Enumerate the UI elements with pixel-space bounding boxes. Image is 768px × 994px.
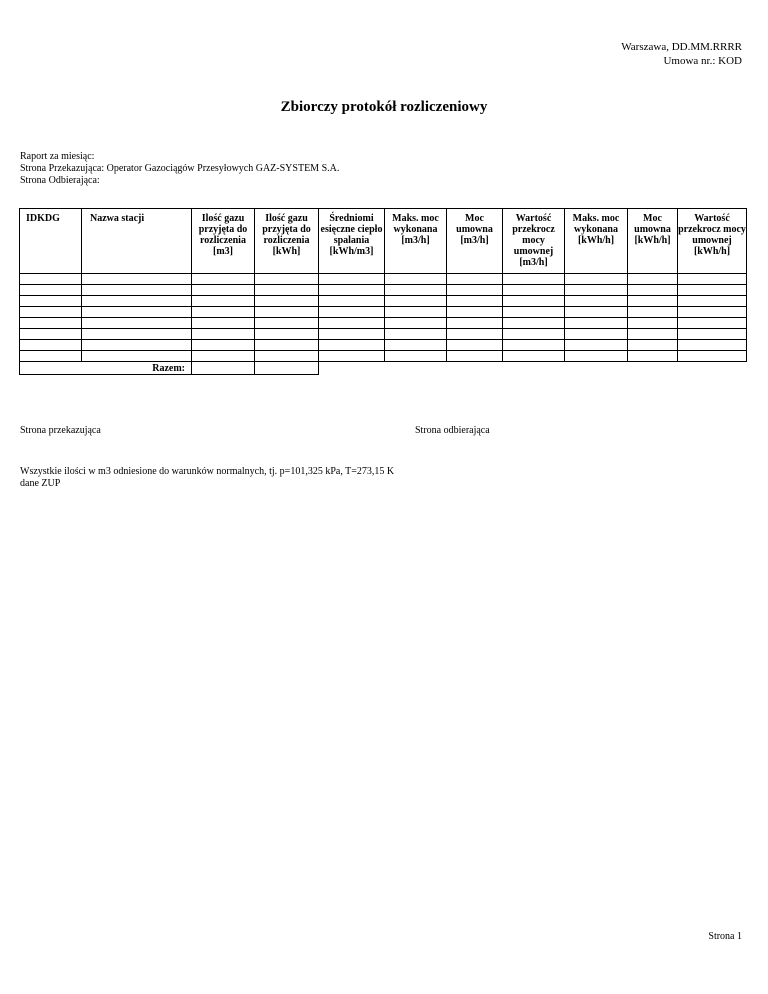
page-title: Zbiorczy protokół rozliczeniowy — [280, 99, 488, 115]
total-row — [20, 362, 747, 375]
place-date: Warszawa, DD.MM.RRRR — [621, 41, 742, 53]
footnote — [20, 466, 394, 490]
total-label: Razem: — [20, 362, 192, 375]
column-header: Wartość przekrocz mocy umownej [m3/h] — [503, 209, 565, 274]
column-header: Moc umowna [kWh/h] — [628, 209, 678, 274]
footnote-source: dane ZUP — [20, 478, 61, 489]
column-header: Maks. moc wykonana [kWh/h] — [565, 209, 628, 274]
table-row — [20, 285, 747, 296]
receiving-signature-label: Strona odbierająca — [415, 425, 490, 436]
column-header: Nazwa stacji — [82, 209, 192, 274]
table-row — [20, 296, 747, 307]
column-header: IDKDG — [20, 209, 82, 274]
transferring-party: Strona Przekazująca: Operator Gazociągów Przesyłowych GAZ-SYSTEM S.A. — [20, 163, 340, 174]
contract-number: Umowa nr.: KOD — [663, 55, 742, 67]
column-header: Średniomi esięczne ciepło spalania [kWh/m3] — [319, 209, 385, 274]
column-header: Wartość przekrocz mocy umownej [kWh/h] — [678, 209, 747, 274]
column-header: Moc umowna [m3/h] — [447, 209, 503, 274]
total-kwh-cell[interactable] — [255, 362, 319, 375]
document-header — [621, 40, 742, 68]
table-row — [20, 307, 747, 318]
table-row — [20, 340, 747, 351]
transferring-signature-label: Strona przekazująca — [20, 425, 101, 436]
page-number: Strona 1 — [708, 931, 742, 942]
footnote-conditions: Wszystkie ilości w m3 odniesione do warunków normalnych, tj. p=101,325 kPa, T=273,15 K — [20, 466, 395, 477]
column-header: Ilość gazu przyjęta do rozliczenia [kWh] — [255, 209, 319, 274]
column-header: Maks. moc wykonana [m3/h] — [385, 209, 447, 274]
table-row — [20, 318, 747, 329]
receiving-party: Strona Odbierająca: — [20, 175, 100, 186]
table-row — [20, 329, 747, 340]
table-row — [20, 274, 747, 285]
table-header-row — [20, 209, 747, 274]
settlement-table — [19, 208, 747, 375]
table-row — [20, 351, 747, 362]
total-m3-cell[interactable] — [192, 362, 255, 375]
report-month: Raport za miesiąc: — [20, 151, 95, 162]
report-meta — [20, 151, 339, 187]
column-header: Ilość gazu przyjęta do rozliczenia [m3] — [192, 209, 255, 274]
